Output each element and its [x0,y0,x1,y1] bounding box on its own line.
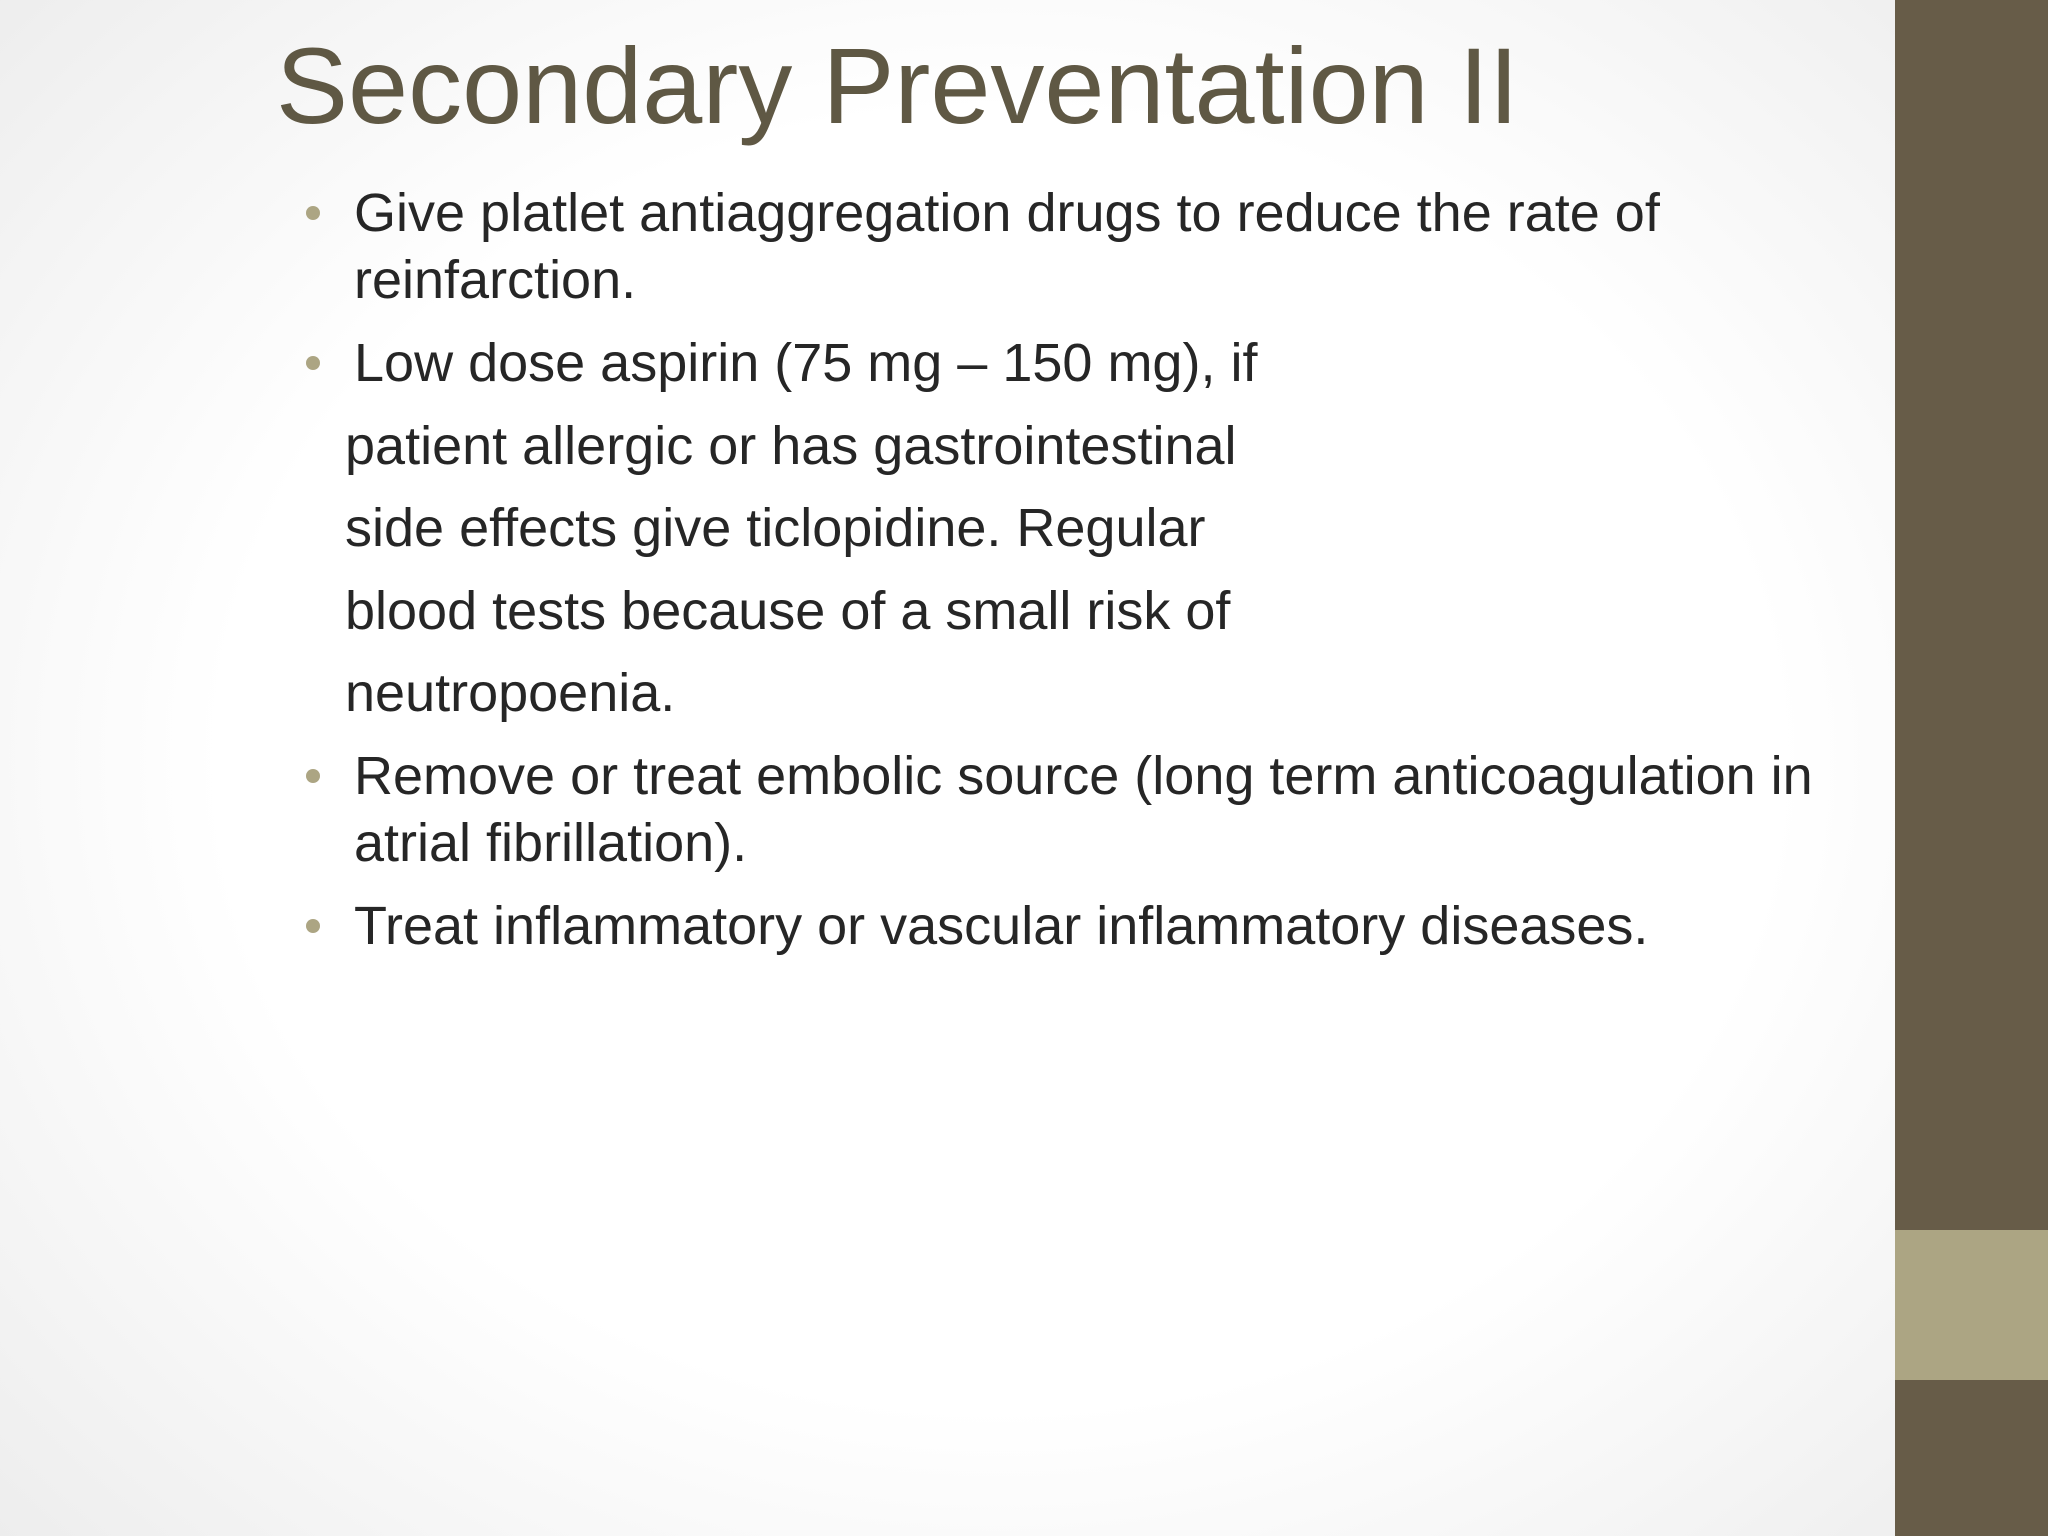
bullet-marker [306,356,320,370]
bullet-2-line-4: blood tests because of a small risk of [345,581,1231,641]
bullet-2-line-5: neutropoenia. [345,663,676,723]
bullet-4-line-1: Treat inflammatory or vascular inflammatory diseases. [354,896,1649,956]
bullet-2-line-1: Low dose aspirin (75 mg – 150 mg), if [354,333,1258,393]
bullet-3-line-1: Remove or treat embolic source (long term anticoagulation in [354,746,1813,806]
bullet-3-line-2: atrial fibrillation). [354,813,748,873]
bullet-marker [306,769,320,783]
bullet-2-line-2: patient allergic or has gastrointestinal [345,416,1237,476]
bullet-1-line-2: reinfarction. [354,250,637,310]
slide-title: Secondary Preventation II [276,25,1519,146]
bullet-2-line-3: side effects give ticlopidine. Regular [345,498,1206,558]
bullet-1-line-1: Give platlet antiaggregation drugs to reduce the rate of [354,183,1660,243]
bullet-marker [306,919,320,933]
bullet-marker [306,206,320,220]
